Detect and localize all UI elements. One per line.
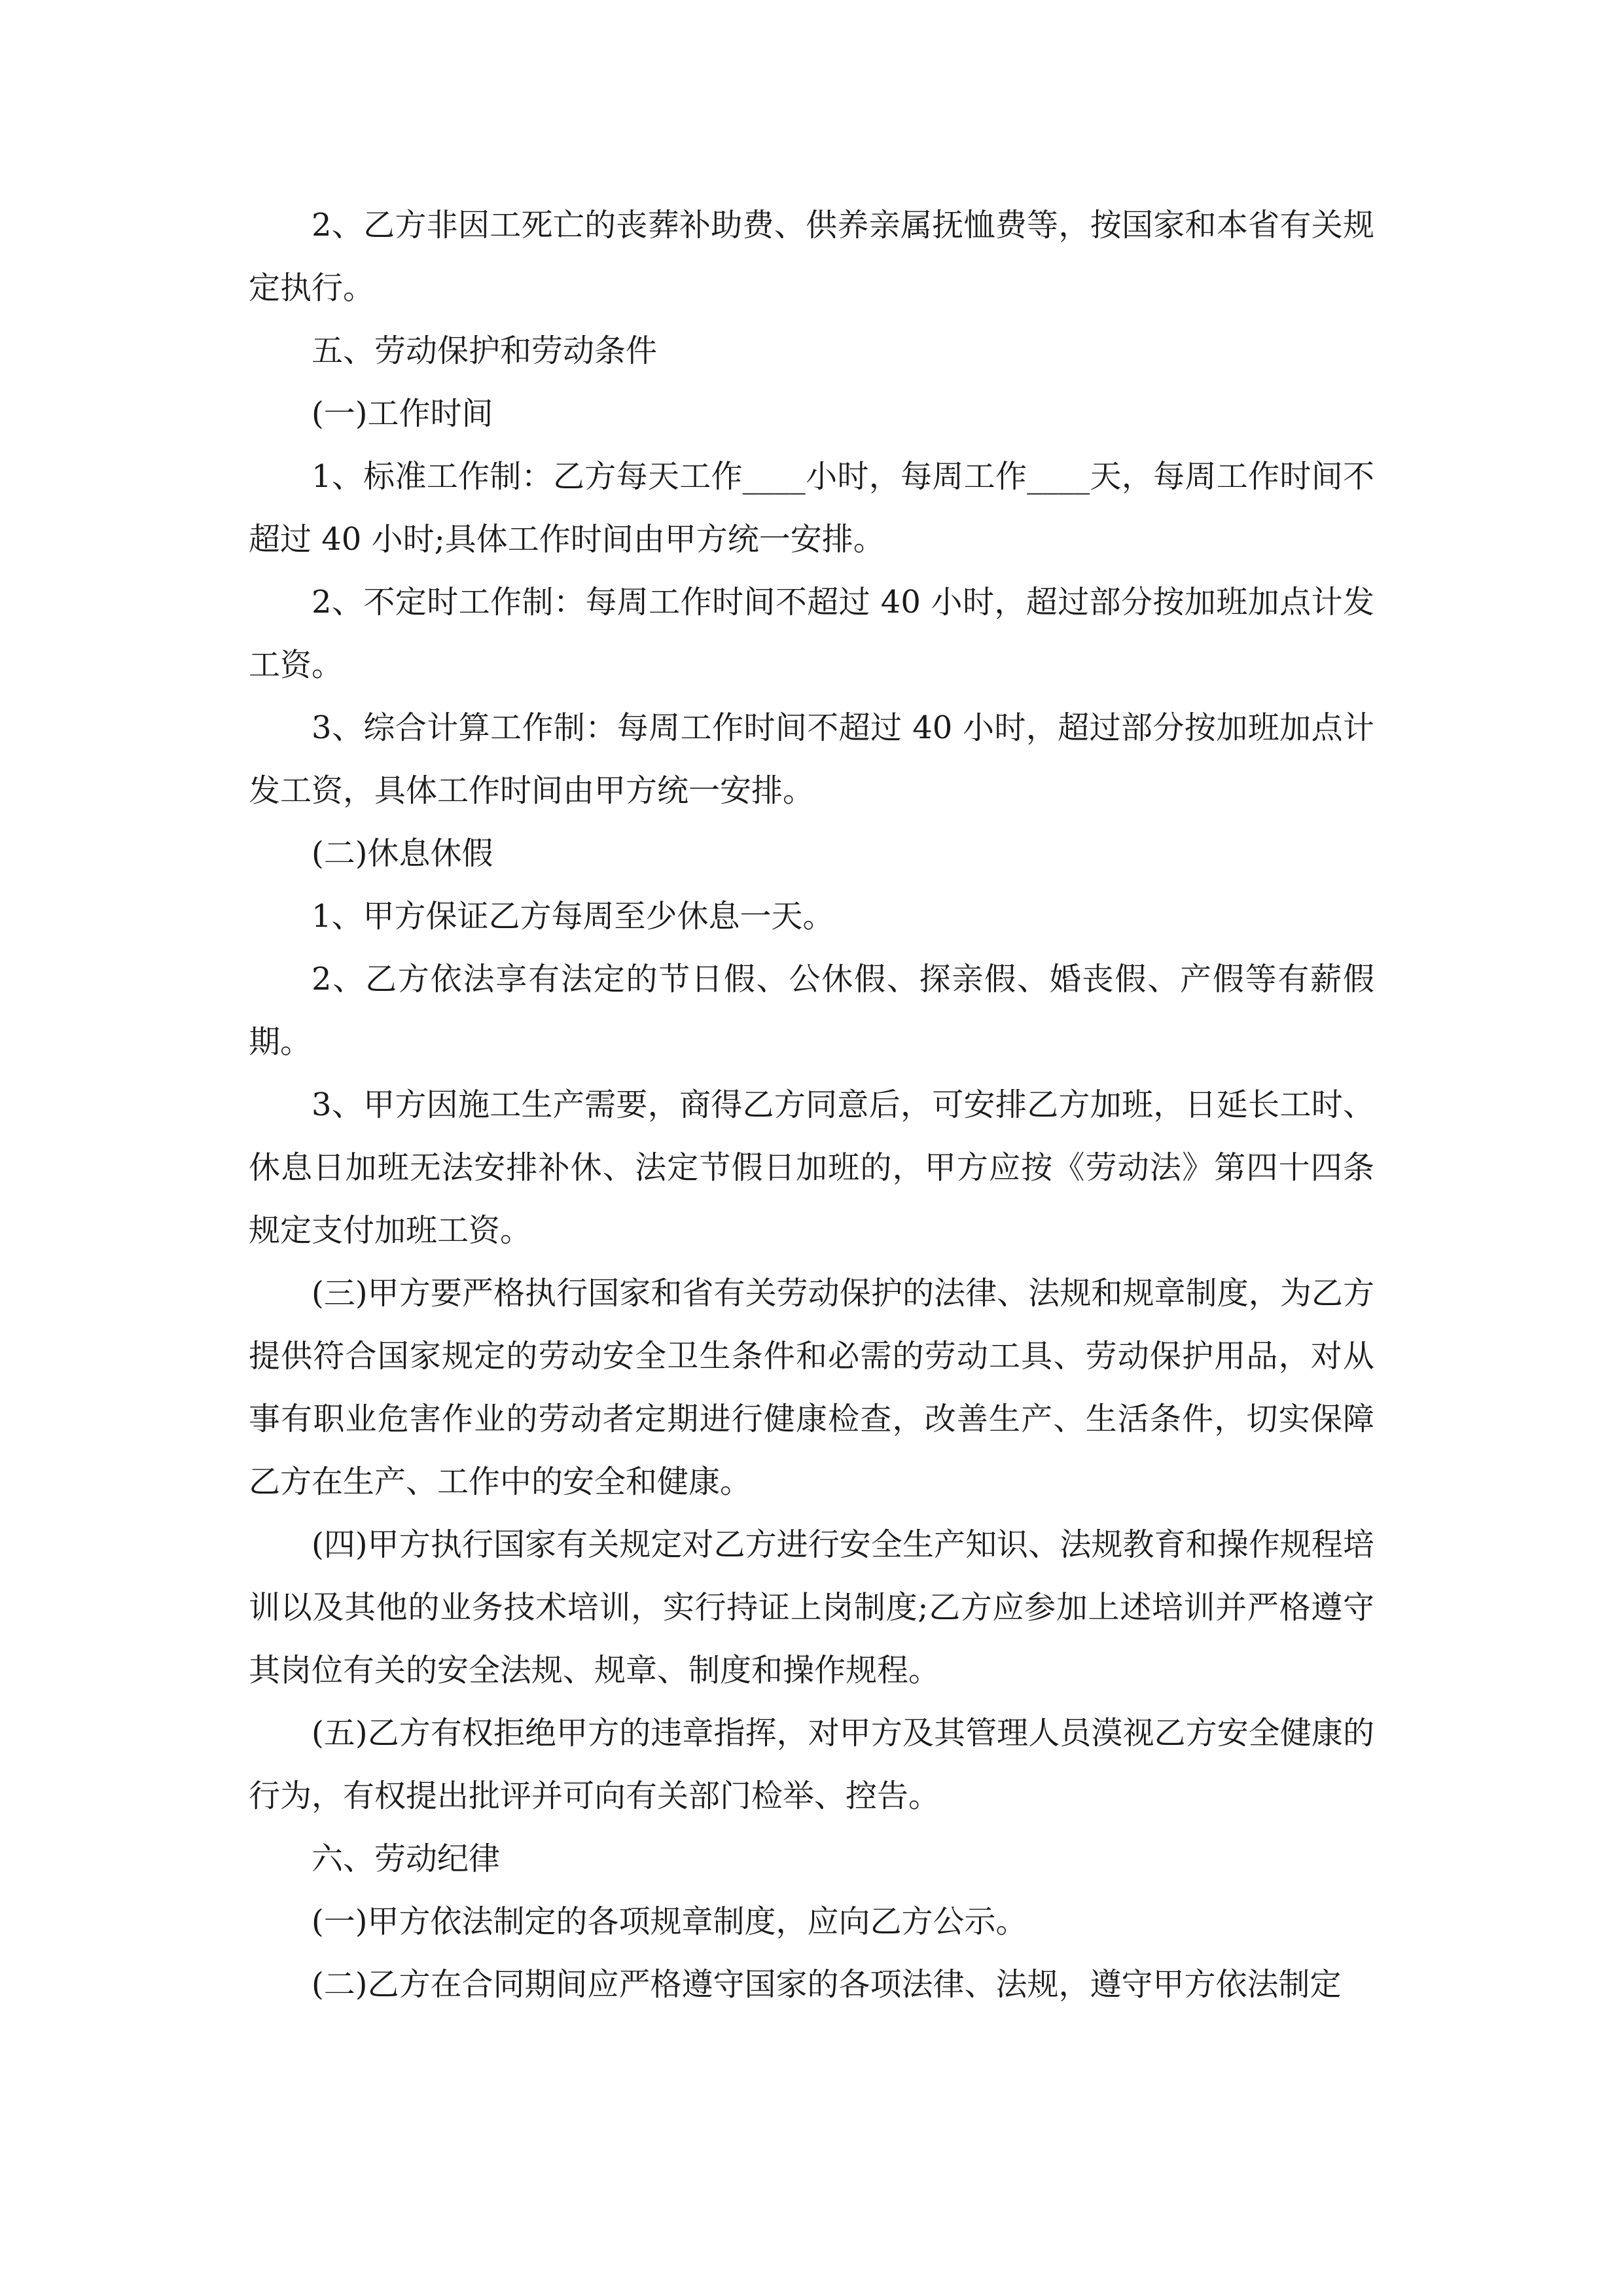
paragraph-comply-laws: (二)乙方在合同期间应严格遵守国家的各项法律、法规，遵守甲方依法制定 bbox=[312, 1966, 1342, 2003]
paragraph-safety-training: (四)甲方执行国家有关规定对乙方进行安全生产知识、法规教育和操作规程培训以及其他的业务技术培训，实行持证上岗制度;乙方应参加上述培训并严格遵守其岗位有关的安全法规、规章、制度和操作规程。 bbox=[249, 1526, 1374, 1689]
paragraph-paid-holidays: 2、乙方依法享有法定的节日假、公休假、探亲假、婚丧假、产假等有薪假期。 bbox=[249, 961, 1374, 1060]
paragraph-flexible-work-system: 2、不定时工作制：每周工作时间不超过 40 小时，超过部分按加班加点计发工资。 bbox=[249, 584, 1374, 683]
paragraph-safety-conditions: (三)甲方要严格执行国家和省有关劳动保护的法律、法规和规章制度，为乙方提供符合国家规定的劳动安全卫生条件和必需的劳动工具、劳动保护用品，对从事有职业危害作业的劳动者定期进行健康检查，改善生产、生活条件，切实保障乙方在生产、工作中的安全和健康。 bbox=[249, 1275, 1374, 1500]
paragraph-standard-work-system: 1、标准工作制：乙方每天工作____小时，每周工作____天，每周工作时间不超过 40 小时;具体工作时间由甲方统一安排。 bbox=[249, 458, 1374, 558]
paragraph-refuse-violations: (五)乙方有权拒绝甲方的违章指挥，对甲方及其管理人员漠视乙方安全健康的行为，有权提出批评并可向有关部门检举、控告。 bbox=[249, 1715, 1374, 1814]
paragraph-weekly-rest: 1、甲方保证乙方每周至少休息一天。 bbox=[312, 898, 834, 935]
paragraph-overtime-pay: 3、甲方因施工生产需要，商得乙方同意后，可安排乙方加班，日延长工时、休息日加班无法安排补休、法定节假日加班的，甲方应按《劳动法》第四十四条规定支付加班工资。 bbox=[249, 1086, 1374, 1249]
section-heading-labor-protection: 五、劳动保护和劳动条件 bbox=[312, 332, 658, 369]
paragraph-rules-publication: (一)甲方依法制定的各项规章制度，应向乙方公示。 bbox=[312, 1903, 1027, 1940]
paragraph-funeral-subsidy: 2、乙方非因工死亡的丧葬补助费、供养亲属抚恤费等，按国家和本省有关规定执行。 bbox=[249, 207, 1374, 306]
subsection-heading-rest-leave: (二)休息休假 bbox=[312, 835, 493, 872]
subsection-heading-working-hours: (一)工作时间 bbox=[312, 395, 493, 432]
paragraph-comprehensive-work-system: 3、综合计算工作制：每周工作时间不超过 40 小时，超过部分按加班加点计发工资，具体工作时间由甲方统一安排。 bbox=[249, 709, 1374, 809]
section-heading-labor-discipline: 六、劳动纪律 bbox=[312, 1840, 501, 1877]
